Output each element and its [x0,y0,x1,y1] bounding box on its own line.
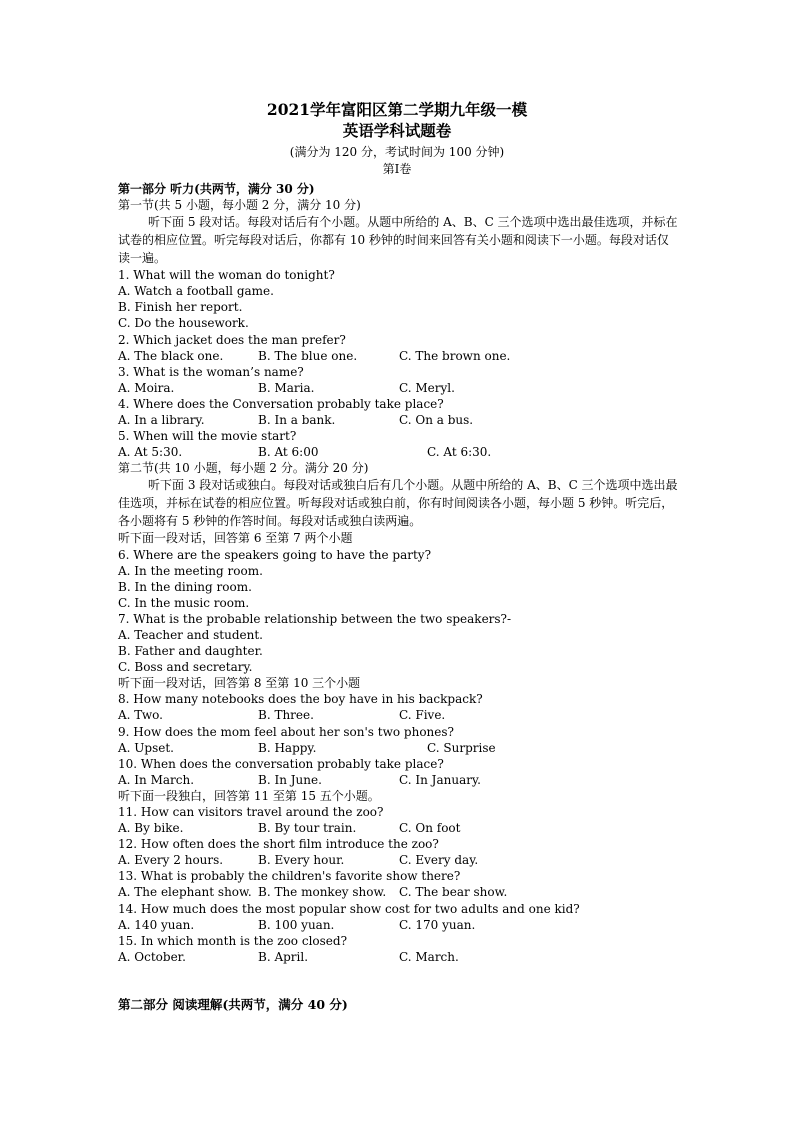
option-1c: C. Do the housework. [118,316,249,331]
option-5b: B. At 6:00 [258,445,319,460]
option-13b: B. The monkey show. [258,885,387,900]
option-9b: B. Happy. [258,740,317,755]
question-13: 13. What is probably the children's favorite show there? [118,869,461,884]
option-7b: B. Father and daughter. [118,644,263,659]
option-2b: B. The blue one. [258,348,358,363]
options-15 [118,949,680,965]
options-9 [118,740,680,756]
options-14 [118,917,680,933]
options-4 [118,412,680,428]
question-9: 9. How does the mom feel about her son's two phones? [118,724,454,739]
option-7a: A. Teacher and student. [118,627,263,642]
option-10a: A. In March. [118,772,195,787]
question-1: 1. What will the woman do tonight? [118,268,335,283]
exam-subtitle: 英语学科试题卷 [342,121,452,140]
option-12c: C. Every day. [399,853,479,868]
question-5: 5. When will the movie start? [118,429,297,444]
question-6: 6. Where are the speakers going to have the party? [118,547,432,562]
question-10: 10. When does the conversation probably take place? [118,756,444,771]
option-12a: A. Every 2 hours. [118,853,224,868]
option-11a: A. By bike. [118,821,184,836]
options-2 [118,348,680,364]
option-3a: A. Moira. [118,380,175,395]
option-9a: A. Upset. [118,740,174,755]
part1-heading: 第一部分 听力(共两节，满分 30 分) [118,182,315,196]
option-15a: A. October. [118,949,186,964]
option-2a: A. The black one. [118,348,224,363]
option-14c: C. 170 yuan. [399,917,476,932]
group-1-intro: 听下面一段对话，回答第 6 至第 7 两个小题 [118,531,353,546]
group-3-intro: 听下面一段独白，回答第 11 至第 15 五个小题。 [118,788,380,803]
question-3: 3. What is the woman’s name? [118,364,304,379]
option-3c: C. Meryl. [399,380,455,395]
option-4a: A. In a library. [118,413,205,428]
options-13 [118,884,680,900]
option-15b: B. April. [258,949,309,964]
option-2c: C. The brown one. [399,348,511,363]
option-3b: B. Maria. [258,380,315,395]
option-6b: B. In the dining room. [118,579,252,594]
volume-label: 第Ⅰ卷 [382,162,412,176]
question-8: 8. How many notebooks does the boy have in his backpack? [118,692,483,707]
section1-heading: 第一节(共 5 小题，每小题 2 分，满分 10 分) [118,198,361,213]
group-2-intro: 听下面一段对话，回答第 8 至第 10 三个小题 [118,676,361,691]
option-6c: C. In the music room. [118,595,250,610]
option-14b: B. 100 yuan. [258,917,335,932]
options-12 [118,852,680,868]
option-9c: C. Surprise [427,740,496,755]
option-4c: C. On a bus. [399,413,474,428]
option-8a: A. Two. [118,708,163,723]
part2-heading: 第二部分 阅读理解(共两节，满分 40 分) [118,997,348,1012]
question-15: 15. In which month is the zoo closed? [118,933,348,948]
option-10b: B. In June. [258,772,322,787]
option-5c: C. At 6:30. [427,445,492,460]
question-12: 12. How often does the short film introduce the zoo? [118,837,439,852]
option-1a: A. Watch a football game. [118,284,274,299]
question-14: 14. How much does the most popular show cost for two adults and one kid? [118,901,580,916]
option-5a: A. At 5:30. [118,445,183,460]
exam-note: (满分为 120 分，考试时间为 100 分钟) [289,145,505,159]
option-15c: C. March. [399,949,459,964]
options-5 [118,444,680,460]
option-7c: C. Boss and secretary. [118,660,253,675]
option-8b: B. Three. [258,708,314,723]
option-11c: C. On foot [399,821,461,836]
options-11 [118,820,680,836]
options-10 [118,772,680,788]
section1-instructions: 听下面 5 段对话。每段对话后有个小题。从题中所给的 A、B、C 三个选项中选出最佳选项，并标在试卷的相应位置。听完每段对话后，你都有 10 秒钟的时间来回答有关小题和阅读下一小题。每段对话仅读一遍。 [118,215,678,266]
option-1b: B. Finish her report. [118,300,243,315]
exam-header [0,100,794,177]
option-4b: B. In a bank. [258,413,336,428]
option-6a: A. In the meeting room. [118,563,263,578]
section2-instructions: 听下面 3 段对话或独白。每段对话或独白后有几个小题。从题中所给的 A、B、C 三个选项中选出最佳选项，并标在试卷的相应位置。听每段对话或独白前，你有时间阅读各小题，每小题 5 秒钟。听完后，各小题将有 5 秒钟的作答时间。每段对话或独白读两遍。 [118,478,678,529]
question-4: 4. Where does the Conversation probably take place? [118,396,444,411]
question-2: 2. Which jacket does the man prefer? [118,332,346,347]
section2-heading: 第二节(共 10 小题，每小题 2 分。满分 20 分) [118,461,369,476]
options-8 [118,707,680,723]
options-3 [118,380,680,396]
listening-section [118,181,680,965]
option-8c: C. Five. [399,708,446,723]
option-10c: C. In January. [399,772,481,787]
exam-title: 2021学年富阳区第二学期九年级一模 [266,100,528,119]
question-11: 11. How can visitors travel around the zoo? [118,805,384,819]
option-11b: B. By tour train. [258,821,357,836]
option-13a: A. The elephant show. [118,885,252,900]
option-12b: B. Every hour. [258,853,345,868]
question-7: 7. What is the probable relationship between the two speakers?- [118,611,512,626]
option-14a: A. 140 yuan. [118,917,195,932]
option-13c: C. The bear show. [399,885,508,900]
